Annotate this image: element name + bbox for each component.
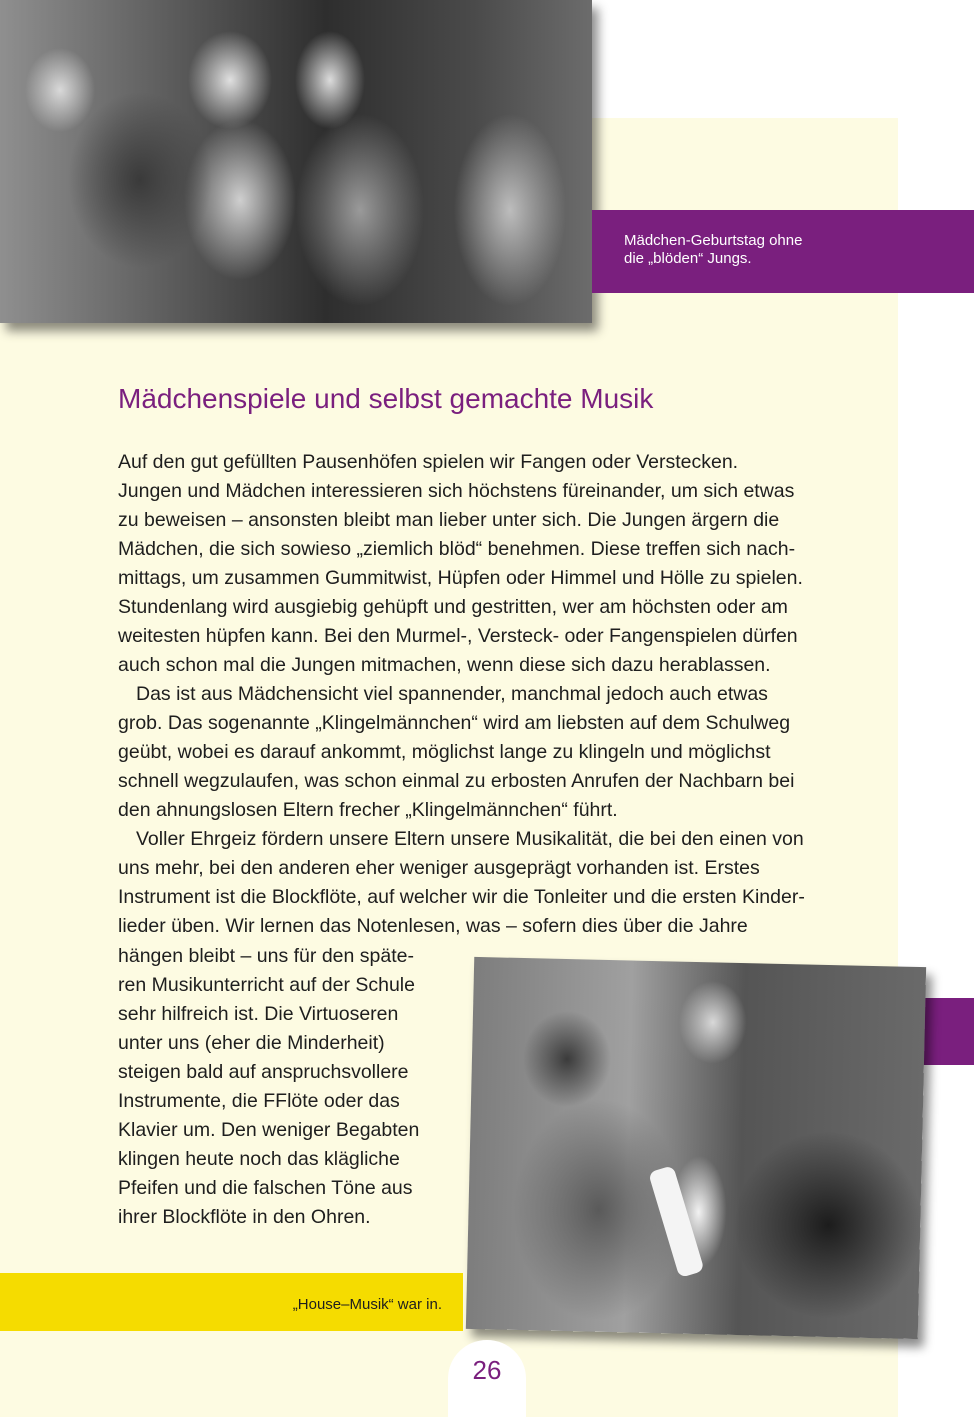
caption-top-line: Mädchen-Geburtstag ohne	[624, 232, 803, 249]
recorder-flute-shape	[648, 1165, 705, 1278]
text-line: steigen bald auf anspruchsvollere	[118, 1061, 409, 1083]
text-line: zu beweisen – ansonsten bleibt man lieber unter sich. Die Jungen ärgern die	[118, 509, 780, 531]
body-text	[118, 448, 878, 941]
text-line: schnell wegzulaufen, was schon einmal zu erbosten Anrufen der Nachbarn bei	[118, 770, 795, 792]
text-line: hängen bleibt – uns für den späte-	[118, 945, 414, 967]
text-line: lieder üben. Wir lernen das Notenlesen, was – sofern dies über die Jahre	[118, 915, 748, 937]
text-line: Instrument ist die Blockflöte, auf welcher wir die Tonleiter und die ersten Kinder-	[118, 886, 805, 908]
text-line: Das ist aus Mädchensicht viel spannender, manchmal jedoch auch etwas	[136, 683, 768, 705]
text-line: unter uns (eher die Minderheit)	[118, 1032, 385, 1054]
text-line: grob. Das sogenannte „Klingelmännchen“ wird am liebsten auf dem Schulweg	[118, 712, 791, 734]
photo-boy-recorder	[466, 957, 926, 1339]
text-line: Stundenlang wird ausgiebig gehüpft und gestritten, wer am höchsten oder am	[118, 596, 788, 618]
text-line: Pfeifen und die falschen Töne aus	[118, 1177, 413, 1199]
text-line: mittags, um zusammen Gummitwist, Hüpfen oder Himmel und Hölle zu spielen.	[118, 567, 803, 589]
text-line: uns mehr, bei den anderen eher weniger ausgeprägt vorhanden ist. Erstes	[118, 857, 760, 879]
purple-edge-tab	[921, 998, 974, 1065]
text-line: Klavier um. Den weniger Begabten	[118, 1119, 420, 1141]
text-line: Voller Ehrgeiz fördern unsere Eltern unsere Musikalität, die bei den einen von	[136, 828, 804, 850]
text-line: ren Musikunterricht auf der Schule	[118, 974, 415, 996]
text-line: Jungen und Mädchen interessieren sich höchstens füreinander, um sich etwas	[118, 480, 795, 502]
text-line: Mädchen, die sich sowieso „ziemlich blöd“ benehmen. Diese treffen sich nach-	[118, 538, 796, 560]
text-line: Instrumente, die FFlöte oder das	[118, 1090, 400, 1112]
text-line: geübt, wobei es darauf ankommt, möglichst lange zu klingeln und möglichst	[118, 741, 771, 763]
text-line: ihrer Blockflöte in den Ohren.	[118, 1206, 371, 1228]
text-line: weitesten hüpfen kann. Bei den Murmel-, Versteck- oder Fangenspielen dürfen	[118, 625, 798, 647]
page-number: 26	[472, 1355, 502, 1385]
text-line: Auf den gut gefüllten Pausenhöfen spielen wir Fangen oder Verstecken.	[118, 451, 739, 473]
caption-bottom: „House–Musik“ war in.	[292, 1296, 442, 1313]
photo-girls-birthday	[0, 0, 592, 323]
text-line: den ahnungslosen Eltern frecher „Klingelmännchen“ führt.	[118, 799, 618, 821]
caption-top	[624, 232, 884, 268]
body-text-narrow	[118, 942, 478, 1232]
text-line: sehr hilfreich ist. Die Virtuoseren	[118, 1003, 399, 1025]
page-heading: Mädchenspiele und selbst gemachte Musik	[118, 383, 654, 414]
caption-top-line: die „blöden“ Jungs.	[624, 250, 752, 267]
text-line: auch schon mal die Jungen mitmachen, wenn diese sich dazu herablassen.	[118, 654, 771, 676]
text-line: klingen heute noch das klägliche	[118, 1148, 400, 1170]
